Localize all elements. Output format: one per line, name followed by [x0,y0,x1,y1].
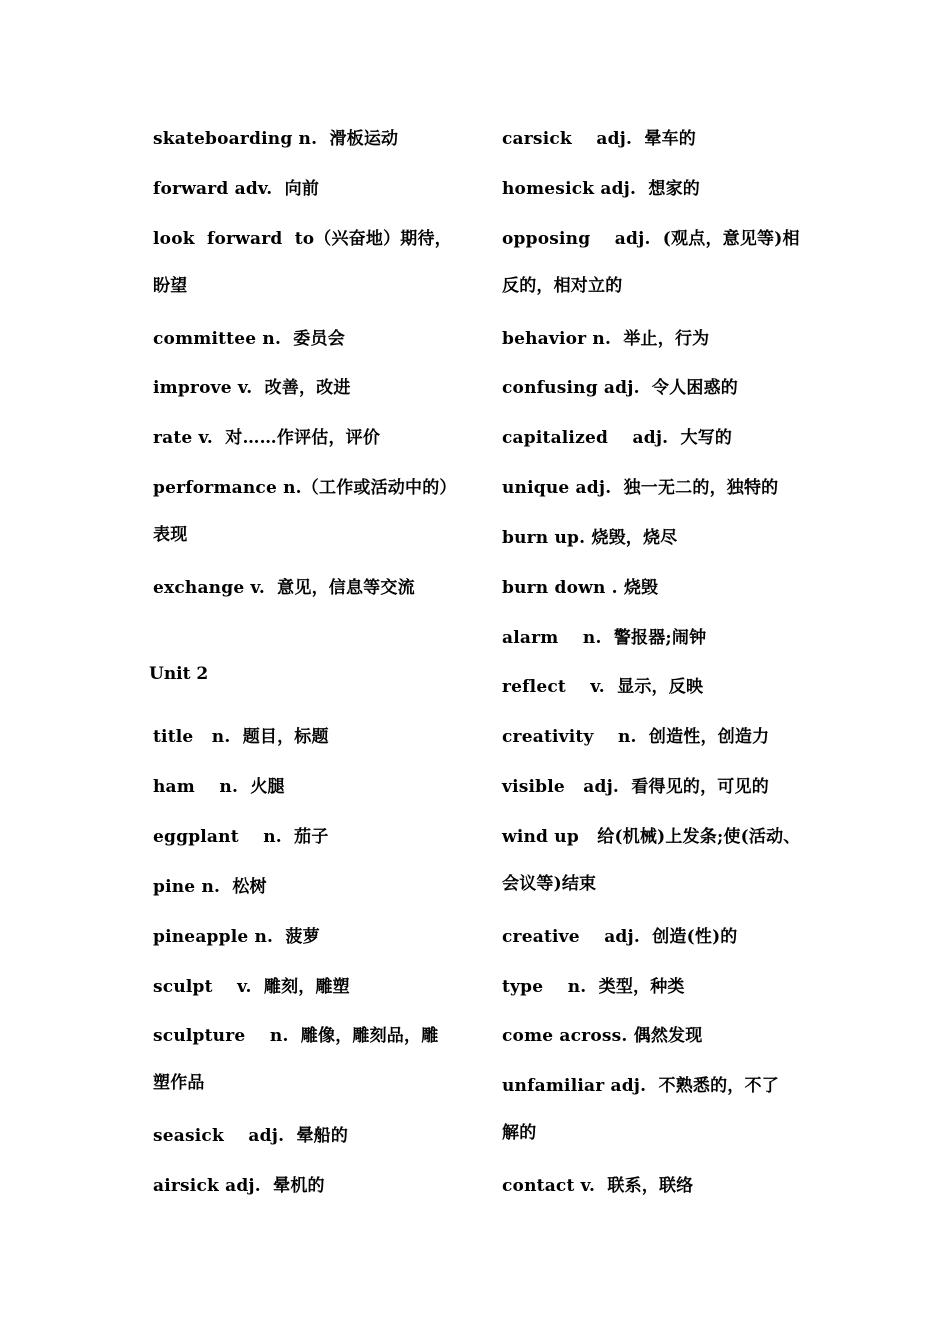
vocab-entry-continuation: 解的 [502,1123,537,1143]
vocab-entry: improve v. 改善，改进 [153,378,351,398]
vocab-entry: eggplant n. 茄子 [153,827,329,847]
vocab-entry: homesick adj. 想家的 [502,179,700,199]
vocab-entry: carsick adj. 晕车的 [502,129,696,149]
vocab-entry: skateboarding n. 滑板运动 [153,129,399,149]
vocab-entry: sculpt v. 雕刻，雕塑 [153,977,350,997]
vocab-entry: seasick adj. 晕船的 [153,1126,349,1146]
vocab-entry: type n. 类型，种类 [502,977,685,997]
vocab-entry: title n. 题目，标题 [153,727,329,747]
vocab-entry: pineapple n. 菠萝 [153,927,320,947]
vocab-entry: airsick adj. 晕机的 [153,1176,325,1196]
vocab-entry: behavior n. 举止，行为 [502,329,710,349]
vocab-entry: confusing adj. 令人困惑的 [502,378,738,398]
vocab-entry: alarm n. 警报器;闹钟 [502,628,707,648]
vocab-entry: creativity n. 创造性，创造力 [502,727,770,747]
vocab-entry: come across. 偶然发现 [502,1026,703,1046]
unit-heading: Unit 2 [149,664,209,684]
vocab-entry: burn down . 烧毁 [502,578,659,598]
vocab-entry-continuation: 会议等)结束 [502,874,597,894]
vocab-entry-continuation: 表现 [153,525,188,545]
vocab-entry: exchange v. 意见，信息等交流 [153,578,415,598]
vocab-entry: creative adj. 创造(性)的 [502,927,738,947]
vocab-entry: reflect v. 显示，反映 [502,677,704,697]
vocab-entry-continuation: 反的，相对立的 [502,276,623,296]
vocab-entry: pine n. 松树 [153,877,267,897]
vocab-entry: opposing adj. (观点，意见等)相 [502,229,800,249]
vocab-entry: capitalized adj. 大写的 [502,428,733,448]
vocab-entry: burn up. 烧毁，烧尽 [502,528,678,548]
vocab-entry: committee n. 委员会 [153,329,345,349]
vocab-entry: ham n. 火腿 [153,777,285,797]
vocab-entry: look forward to（兴奋地）期待， [153,229,452,249]
vocab-entry: sculpture n. 雕像，雕刻品，雕 [153,1026,439,1046]
vocab-entry: wind up 给(机械)上发条;使(活动、 [502,827,801,847]
vocab-entry: unfamiliar adj. 不熟悉的，不了 [502,1076,779,1096]
vocab-entry: rate v. 对……作评估，评价 [153,428,381,448]
vocab-entry: forward adv. 向前 [153,179,320,199]
vocab-entry: unique adj. 独一无二的，独特的 [502,478,779,498]
vocab-entry: contact v. 联系，联络 [502,1176,694,1196]
vocab-entry: visible adj. 看得见的，可见的 [502,777,769,797]
vocab-entry: performance n.（工作或活动中的） [153,478,457,498]
vocab-entry-continuation: 塑作品 [153,1073,205,1093]
vocab-entry-continuation: 盼望 [153,276,188,296]
